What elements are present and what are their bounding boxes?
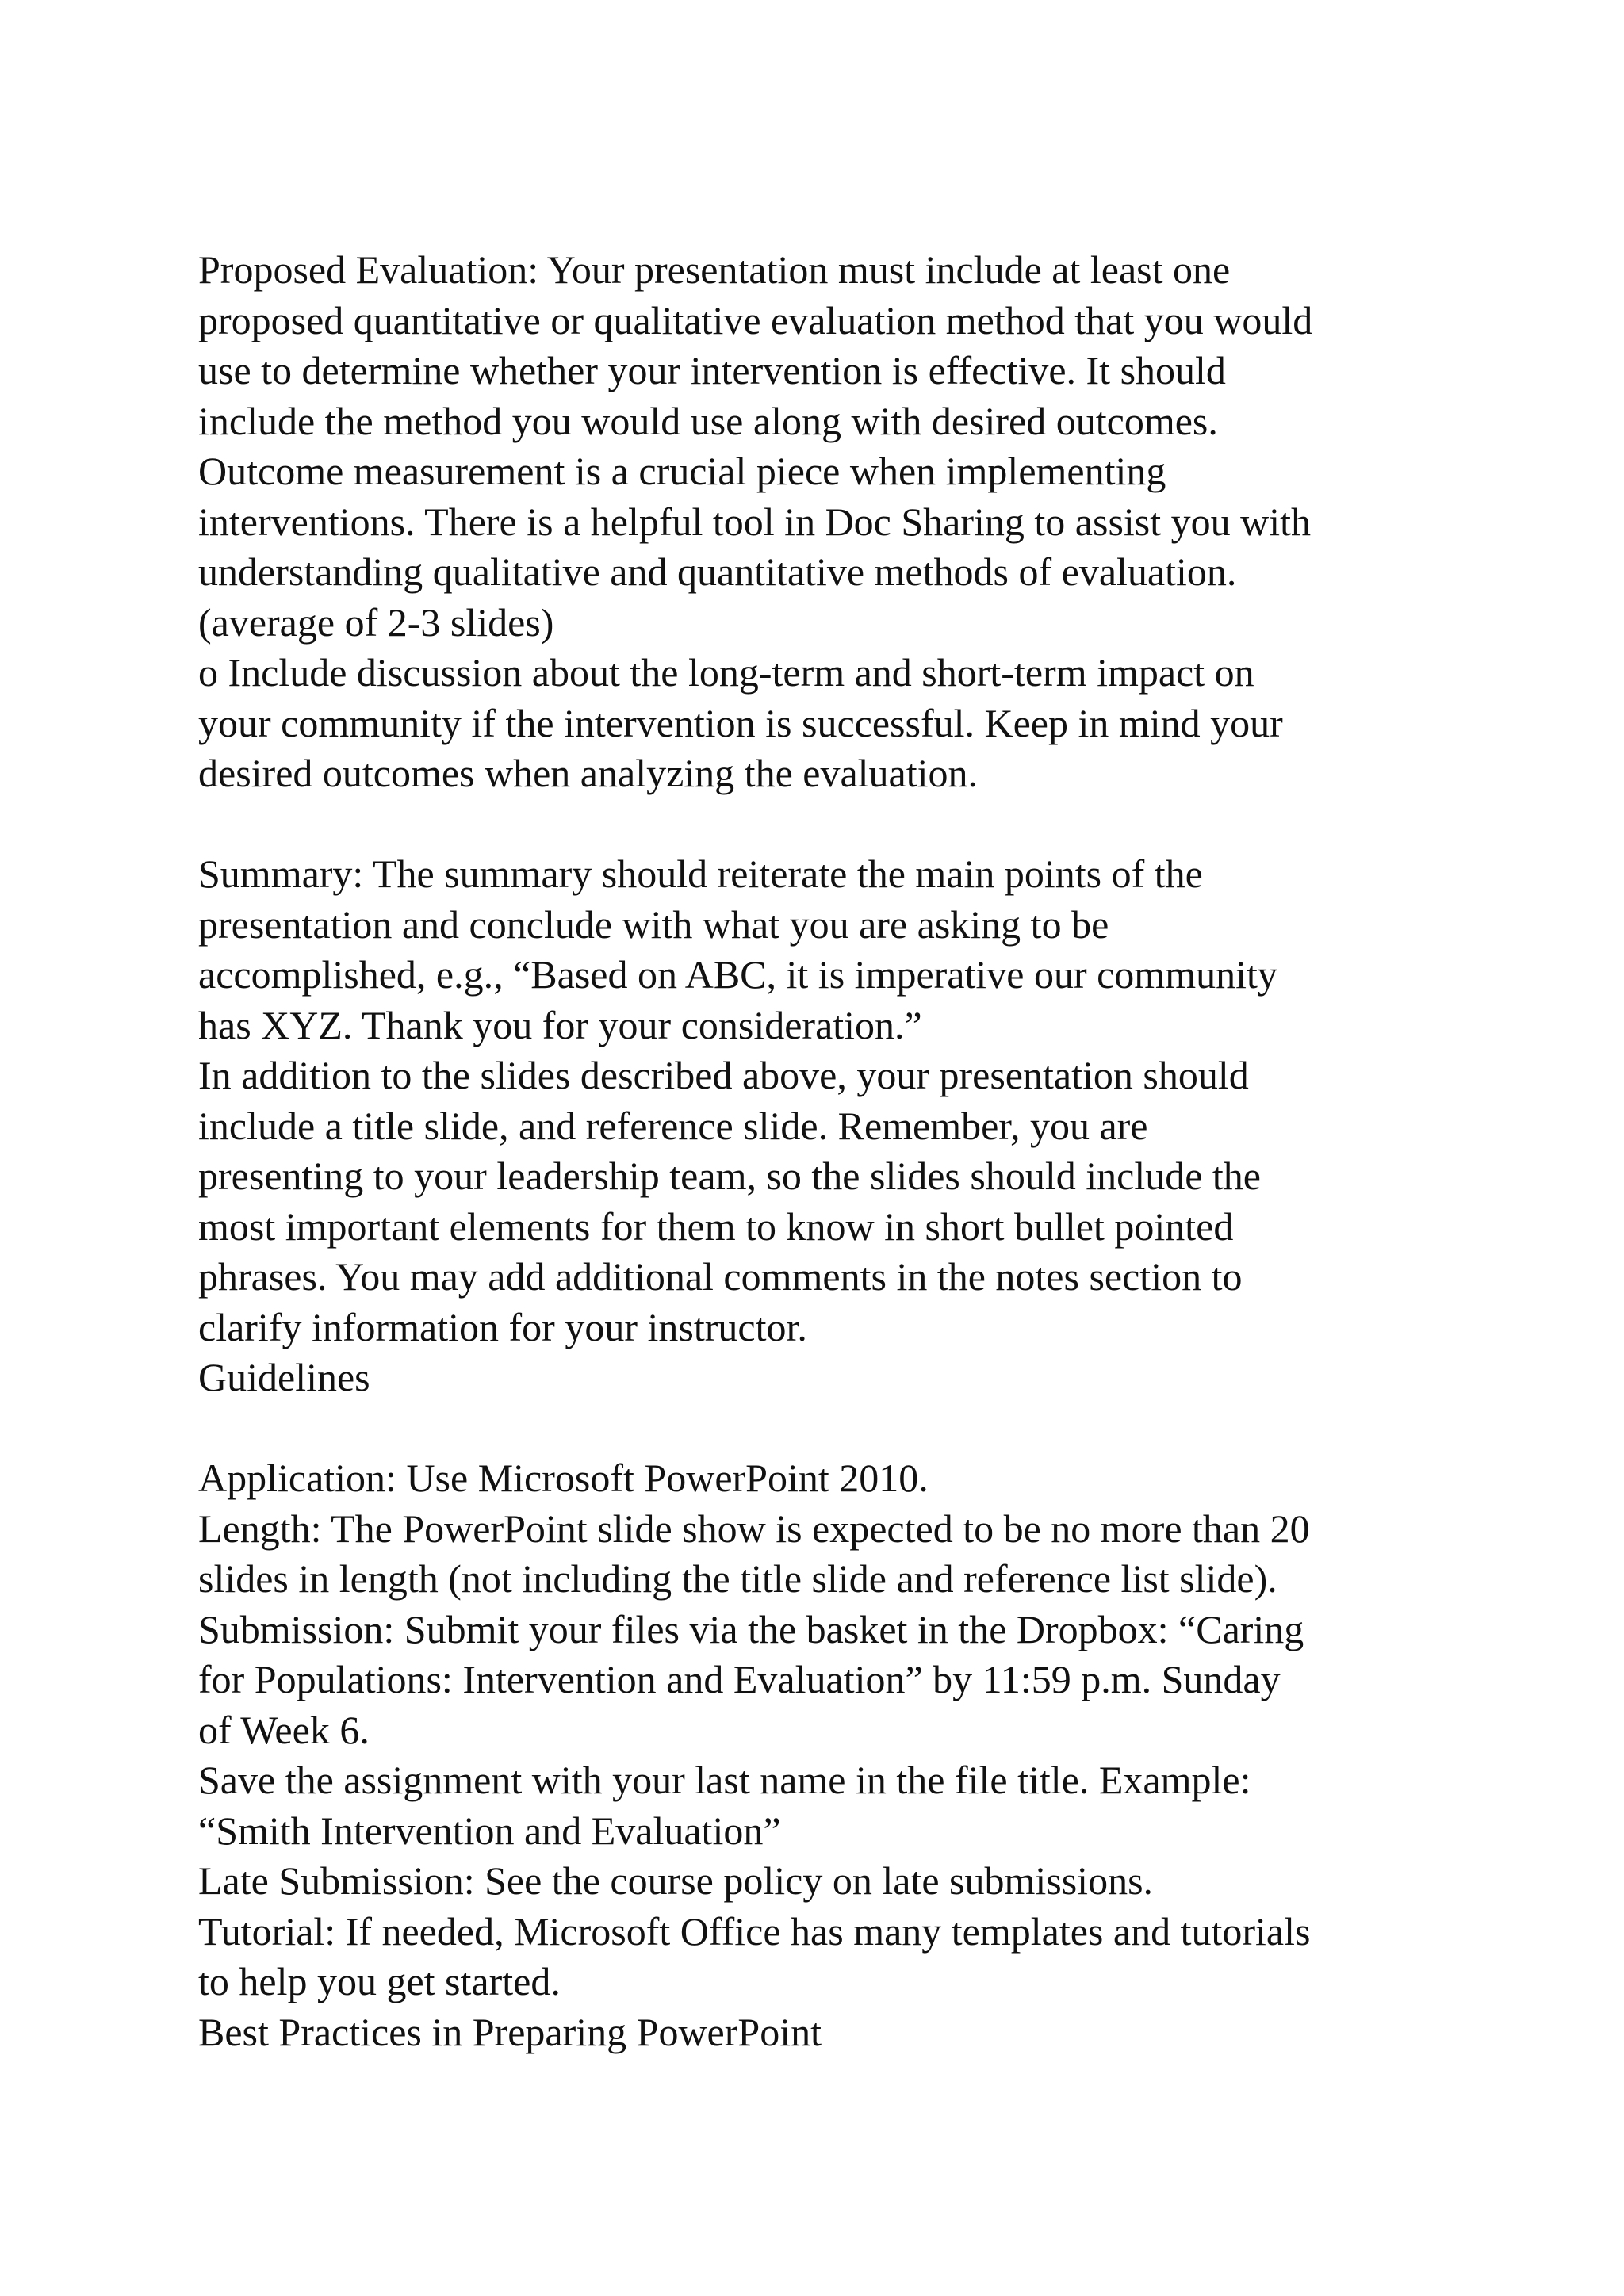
- guidelines-line: Application: Use Microsoft PowerPoint 2010.: [198, 1456, 929, 1500]
- guidelines-line: Late Submission: See the course policy on late submissions.: [198, 1858, 1154, 1903]
- guidelines-heading: Guidelines: [198, 1355, 370, 1399]
- evaluation-section: [198, 245, 1546, 799]
- guidelines-line: “Smith Intervention and Evaluation”: [198, 1808, 781, 1853]
- summary-line: has XYZ. Thank you for your consideration.”: [198, 1002, 922, 1047]
- guidelines-line: Best Practices in Preparing PowerPoint: [198, 2009, 822, 2054]
- guidelines-section: [198, 1453, 1546, 2057]
- evaluation-line: include the method you would use along with desired outcomes.: [198, 398, 1218, 443]
- summary-line: accomplished, e.g., “Based on ABC, it is imperative our community: [198, 952, 1277, 997]
- evaluation-line: interventions. There is a helpful tool in Doc Sharing to assist you with: [198, 499, 1312, 544]
- guidelines-line: for Populations: Intervention and Evaluation” by 11:59 p.m. Sunday: [198, 1657, 1281, 1701]
- summary-line: phrases. You may add additional comments in the notes section to: [198, 1254, 1243, 1299]
- summary-line: clarify information for your instructor.: [198, 1304, 807, 1349]
- summary-line: Summary: The summary should reiterate the main points of the: [198, 851, 1203, 896]
- summary-line: include a title slide, and reference slide. Remember, you are: [198, 1103, 1148, 1148]
- summary-line: presentation and conclude with what you are asking to be: [198, 901, 1109, 947]
- summary-section: [198, 849, 1546, 1403]
- summary-line: most important elements for them to know in short bullet pointed: [198, 1203, 1234, 1249]
- evaluation-line: desired outcomes when analyzing the evaluation.: [198, 751, 979, 795]
- summary-line: In addition to the slides described above, your presentation should: [198, 1053, 1249, 1097]
- evaluation-bullet-line: o Include discussion about the long-term and short-term impact on: [198, 650, 1254, 695]
- guidelines-line: to help you get started.: [198, 1959, 561, 2003]
- summary-line: presenting to your leadership team, so the slides should include the: [198, 1154, 1261, 1198]
- evaluation-line: understanding qualitative and quantitative methods of evaluation.: [198, 549, 1237, 594]
- evaluation-line: use to determine whether your intervention is effective. It should: [198, 348, 1226, 392]
- document-body: [198, 245, 1546, 2057]
- evaluation-line: your community if the intervention is successful. Keep in mind your: [198, 700, 1283, 745]
- evaluation-line: Proposed Evaluation: Your presentation must include at least one: [198, 247, 1231, 292]
- evaluation-line: (average of 2-3 slides): [198, 599, 554, 645]
- paragraph-spacer: [198, 1403, 1546, 1454]
- guidelines-line: slides in length (not including the title slide and reference list slide).: [198, 1556, 1277, 1601]
- evaluation-line: proposed quantitative or qualitative evaluation method that you would: [198, 297, 1313, 342]
- guidelines-line: Save the assignment with your last name in the file title. Example:: [198, 1758, 1251, 1802]
- paragraph-spacer: [198, 799, 1546, 850]
- guidelines-line: of Week 6.: [198, 1707, 370, 1752]
- guidelines-line: Tutorial: If needed, Microsoft Office has many templates and tutorials: [198, 1908, 1311, 1954]
- guidelines-line: Submission: Submit your files via the basket in the Dropbox: “Caring: [198, 1606, 1304, 1651]
- evaluation-line: Outcome measurement is a crucial piece when implementing: [198, 449, 1166, 493]
- guidelines-line: Length: The PowerPoint slide show is expected to be no more than 20: [198, 1506, 1310, 1551]
